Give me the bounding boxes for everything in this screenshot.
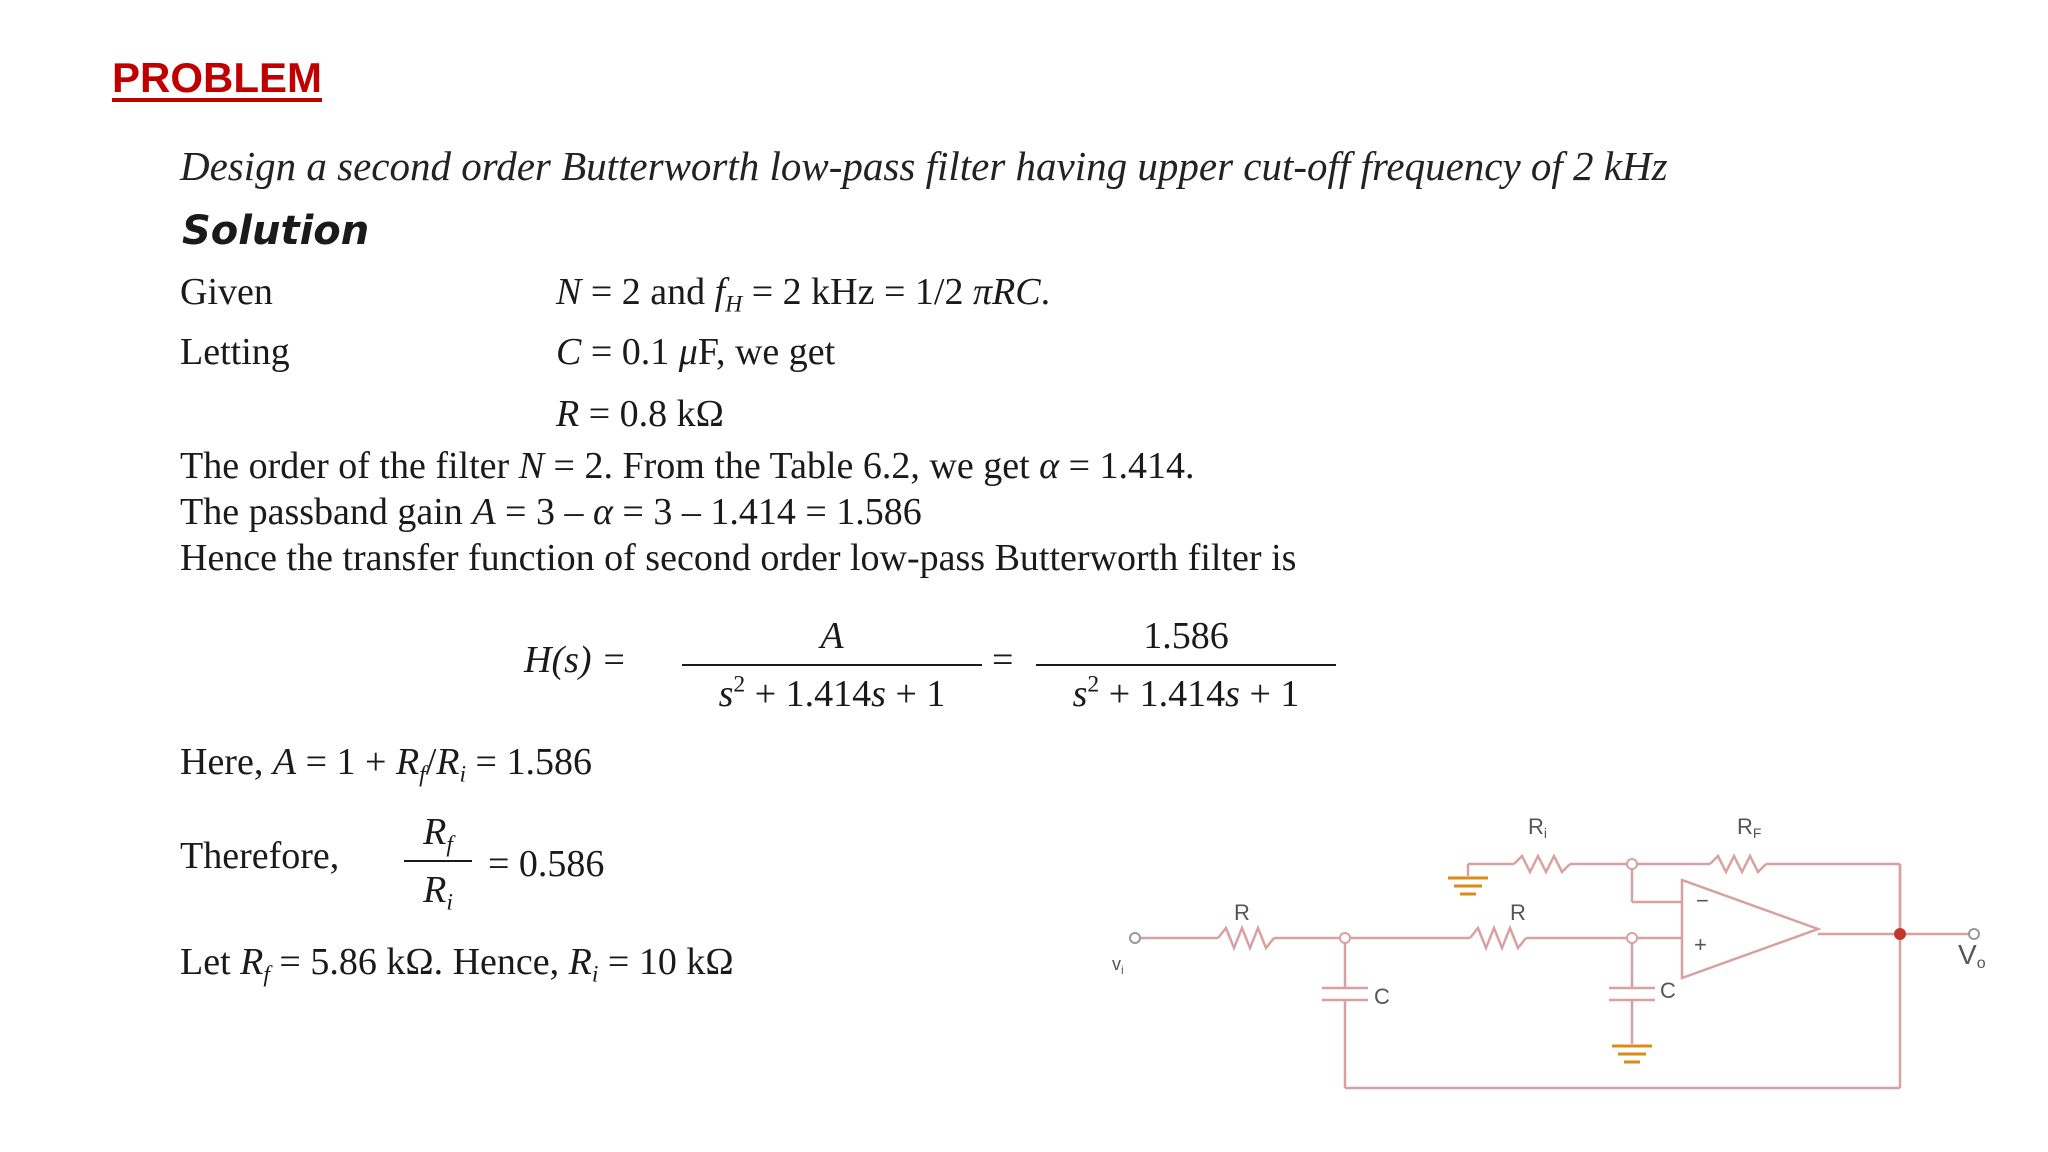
hence-line: Hence the transfer function of second order low-pass Butterworth filter is [180, 537, 1297, 579]
therefore-num: R [423, 811, 447, 853]
label-vout: Vo [1958, 939, 1986, 972]
ground-symbol-c2 [1612, 1046, 1652, 1062]
solution-label: Solution [182, 208, 370, 254]
letting-c: C [556, 331, 582, 373]
here-ri-sub: i [459, 761, 467, 788]
transfer-den1-rest: + 1.414 [745, 673, 872, 715]
given-fh-sub: H [725, 291, 743, 318]
gain-p1: The passband gain [180, 491, 473, 533]
therefore-num-sub: f [446, 831, 453, 858]
transfer-equals: = [992, 639, 1014, 681]
transfer-den2-s2: s [1225, 673, 1240, 715]
page-heading: PROBLEM [112, 54, 322, 101]
therefore-den: R [423, 869, 447, 911]
let-p1: Let [180, 941, 241, 983]
transfer-den1-s: s [718, 673, 734, 715]
transfer-num1: A [820, 615, 844, 657]
transfer-den2-tail: + 1 [1239, 673, 1300, 715]
therefore-label: Therefore, [180, 835, 340, 877]
resistor-r2 [1470, 928, 1526, 948]
here-p3: = 1.586 [466, 741, 592, 783]
here-rf-sub: f [419, 761, 426, 788]
letting-c-tail: F, we get [697, 331, 836, 373]
transfer-den2-rest: + 1.414 [1099, 673, 1226, 715]
order-p1: The order of the filter [180, 445, 519, 487]
here-p2: = 1 + [296, 741, 396, 783]
order-p3: = 1.414. [1059, 445, 1195, 487]
r-rest: = 0.8 kΩ [579, 393, 724, 435]
node-output [1894, 928, 1906, 940]
let-ri: R [568, 941, 592, 983]
input-terminal [1130, 933, 1140, 943]
problem-statement: Design a second order Butterworth low-pass filter having upper cut-off frequency of 2 kHz [180, 143, 1668, 189]
let-rf: R [240, 941, 264, 983]
opamp-minus-sign: − [1696, 888, 1709, 913]
let-p3: = 10 kΩ [598, 941, 734, 983]
node-c1 [1340, 933, 1350, 943]
resistor-ri [1514, 856, 1570, 872]
label-r1: R [1234, 900, 1250, 925]
transfer-den1-s2: s [871, 673, 886, 715]
circuit-wires [1135, 856, 1974, 1088]
let-ri-sub: i [591, 961, 599, 988]
node-minus [1627, 859, 1637, 869]
gain-p3: = 3 – 1.414 = 1.586 [612, 491, 922, 533]
label-c1: C [1374, 984, 1390, 1009]
given-eq-text: = 2 and [581, 271, 715, 313]
here-rf: R [395, 741, 420, 783]
output-terminal [1969, 929, 1979, 939]
label-r2: R [1510, 900, 1526, 925]
opamp-plus-sign: + [1694, 932, 1707, 957]
given-dot: . [1040, 271, 1051, 313]
letting-c-rest: = 0.1 [581, 331, 679, 373]
transfer-den1-exp: 2 [733, 671, 746, 698]
transfer-lhs-text: H(s) = [524, 639, 627, 681]
order-n: N [518, 445, 545, 487]
node-c2 [1627, 933, 1637, 943]
here-a: A [272, 741, 297, 783]
ground-symbol-ri [1448, 878, 1488, 894]
given-pi-rc: πRC [972, 271, 1041, 313]
transfer-den1-tail: + 1 [885, 673, 946, 715]
here-slash: / [425, 741, 437, 783]
given-label: Given [180, 271, 273, 313]
label-c2: C [1660, 978, 1676, 1003]
order-p2: = 2. From the Table 6.2, we get [544, 445, 1040, 487]
let-p2: = 5.86 kΩ. Hence, [269, 941, 569, 983]
gain-p2: = 3 – [495, 491, 593, 533]
transfer-num2: 1.586 [1143, 615, 1229, 657]
given-n: N [556, 271, 582, 313]
r-var: R [556, 393, 580, 435]
label-ri: Ri [1528, 814, 1548, 841]
letting-label: Letting [180, 331, 290, 373]
transfer-den2-s: s [1072, 673, 1088, 715]
label-rf: RF [1737, 814, 1762, 841]
given-fh: f [714, 271, 726, 313]
resistor-rf [1710, 856, 1766, 872]
label-vin: $v_i$ [1112, 954, 1124, 977]
letting-mu: μ [678, 331, 698, 373]
let-rf-sub: f [263, 961, 270, 988]
gain-a: A [472, 491, 496, 533]
resistor-r1 [1218, 928, 1274, 948]
gain-alpha: α [592, 491, 613, 533]
therefore-den-sub: i [446, 889, 453, 916]
order-alpha: α [1039, 445, 1060, 487]
here-p1: Here, [180, 741, 273, 783]
therefore-result: = 0.586 [488, 843, 605, 885]
transfer-den2-exp: 2 [1087, 671, 1100, 698]
given-fh-rest: = 2 kHz = 1/2 [742, 271, 973, 313]
here-ri: R [436, 741, 460, 783]
